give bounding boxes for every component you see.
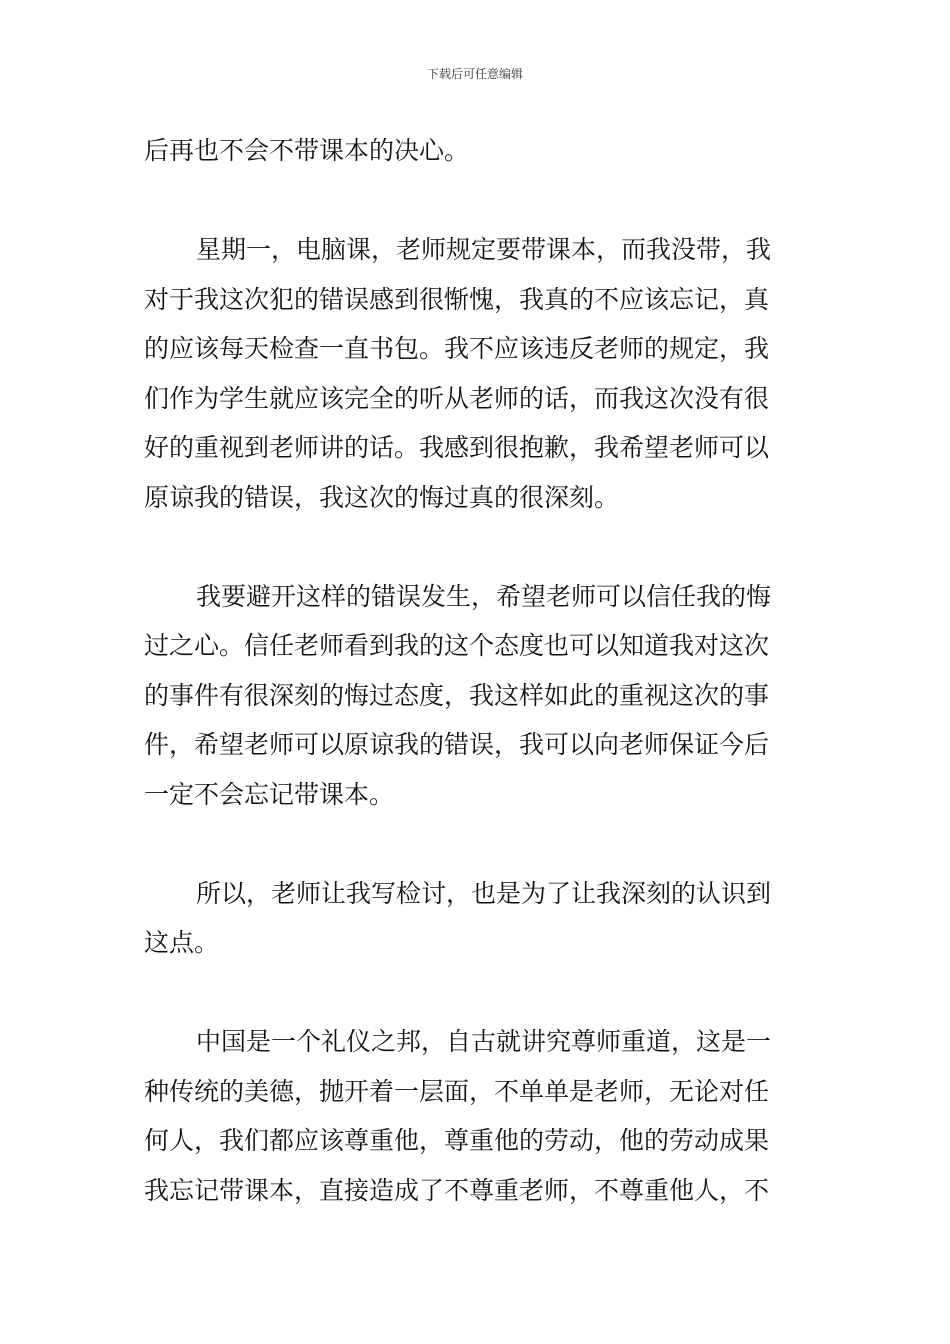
text-line: 何人，我们都应该尊重他，尊重他的劳动，他的劳动成果 — [144, 1126, 770, 1155]
paragraph-avoid-mistake — [144, 572, 808, 820]
page-header: 下载后可任意编辑 — [426, 67, 523, 81]
text-line: 我要避开这样的错误发生，希望老师可以信任我的悔 — [196, 581, 772, 611]
text-line: 种传统的美德，抛开着一层面，不单单是老师，无论对任 — [144, 1076, 770, 1106]
text-line: 一定不会忘记带课本。 — [144, 779, 395, 809]
text-line: 件，希望老师可以原谅我的错误，我可以向老师保证今后 — [144, 730, 770, 759]
text-line: 过之心。信任老师看到我的这个态度也可以知道我对这次 — [144, 631, 770, 660]
text-line: 我忘记带课本，直接造成了不尊重老师，不尊重他人，不 — [144, 1175, 770, 1205]
text-line: 所以，老师让我写检讨，也是为了让我深刻的认识到 — [196, 878, 772, 908]
text-line: 星期一，电脑课，老师规定要带课本，而我没带，我 — [196, 235, 772, 264]
paragraph-respect-teachers — [144, 1017, 808, 1215]
paragraph-monday-computer-class — [144, 225, 808, 522]
text-line: 的应该每天检查一直书包。我不应该违反老师的规定，我 — [144, 334, 770, 363]
document-body — [144, 126, 808, 1265]
paragraph-continuation — [144, 126, 808, 176]
text-line: 的事件有很深刻的悔过态度，我这样如此的重视这次的事 — [144, 680, 770, 710]
text-line: 原谅我的错误，我这次的悔过真的很深刻。 — [144, 482, 620, 512]
text-line: 对于我这次犯的错误感到很惭愧，我真的不应该忘记，真 — [144, 284, 770, 314]
text-line: 中国是一个礼仪之邦，自古就讲究尊师重道，这是一 — [196, 1027, 772, 1056]
paragraph-self-criticism — [144, 869, 808, 968]
text-line: 这点。 — [144, 928, 220, 957]
text-line: 们作为学生就应该完全的听从老师的话，而我这次没有很 — [144, 383, 770, 413]
text-line: 好的重视到老师讲的话。我感到很抱歉，我希望老师可以 — [144, 433, 770, 462]
text-line: 后再也不会不带课本的决心。 — [144, 136, 470, 165]
